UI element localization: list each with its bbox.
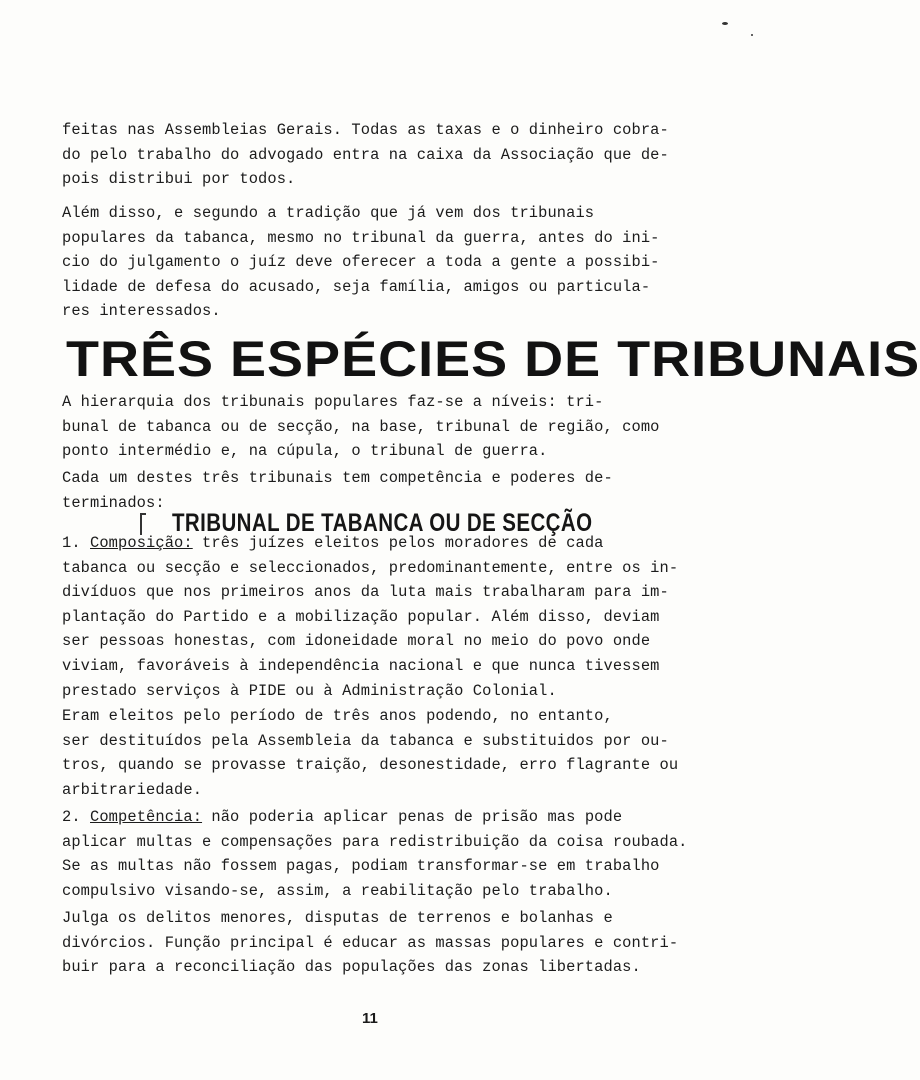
- scan-speck: [751, 34, 753, 36]
- subsection-heading: TRIBUNAL DE TABANCA OU DE SECÇÃO: [172, 509, 593, 537]
- section-heading: TRÊS ESPÉCIES DE TRIBUNAIS: [66, 332, 920, 388]
- composicao-prefix: 1.: [62, 534, 91, 552]
- paragraph-composicao: [62, 531, 712, 703]
- paragraph-2: Além disso, e segundo a tradição que já vem dos tribunais populares da tabanca, mesmo no tribunal da guerra, antes do ini- cio do julgamento o juíz deve oferecer a toda a gente a possibi- lidade de defesa do acusado, seja família, amigos ou particula- res interessados.: [62, 204, 660, 321]
- paragraph-4: Cada um destes três tribunais tem competência e poderes de- terminados:: [62, 469, 613, 512]
- paragraph-6: Eram eleitos pelo período de três anos podendo, no entanto, ser destituídos pela Assembleia da tabanca e substituidos por ou- tros, quando se provasse traição, desonestidade, erro flagrante ou arbitrariedade.: [62, 707, 679, 799]
- competencia-prefix: 2.: [62, 808, 91, 826]
- composicao-label: Composição:: [90, 534, 193, 552]
- competencia-label: Competência:: [90, 808, 203, 826]
- page-number: 11: [362, 1010, 378, 1027]
- paragraph-3: A hierarquia dos tribunais populares faz-se a níveis: tri- bunal de tabanca ou de secção, na base, tribunal de região, como ponto intermédio e, na cúpula, o tribunal de guerra.: [62, 393, 660, 461]
- paragraph-competencia: [62, 805, 712, 903]
- scan-speck: [722, 22, 728, 25]
- composicao-text: três juízes eleitos pelos moradores de cada tabanca ou secção e seleccionados, predominantemente, entre os in- divíduos que nos primeiros anos da luta mais trabalharam para im- plantação do Partido e a mobilização popular. Além disso, deviam ser pessoas honestas, com idoneidade moral no meio do povo onde viviam, favoráveis à independência nacional e que nunca tivessem prestado serviços à PIDE ou à Administração Colonial.: [62, 534, 679, 700]
- paragraph-1: feitas nas Assembleias Gerais. Todas as taxas e o dinheiro cobra- do pelo trabalho do advogado entra na caixa da Associação que de- pois distribui por todos.: [62, 121, 669, 189]
- competencia-text: não poderia aplicar penas de prisão mas pode aplicar multas e compensações para redistribuição da coisa roubada. Se as multas não fossem pagas, podiam transformar-se em trabalho compulsivo visando-se, assim, a reabilitação pelo trabalho.: [62, 808, 688, 900]
- paragraph-8: Julga os delitos menores, disputas de terrenos e bolanhas e divórcios. Função principal é educar as massas populares e contri- buir para a reconciliação das populações das zonas libertadas.: [62, 909, 679, 977]
